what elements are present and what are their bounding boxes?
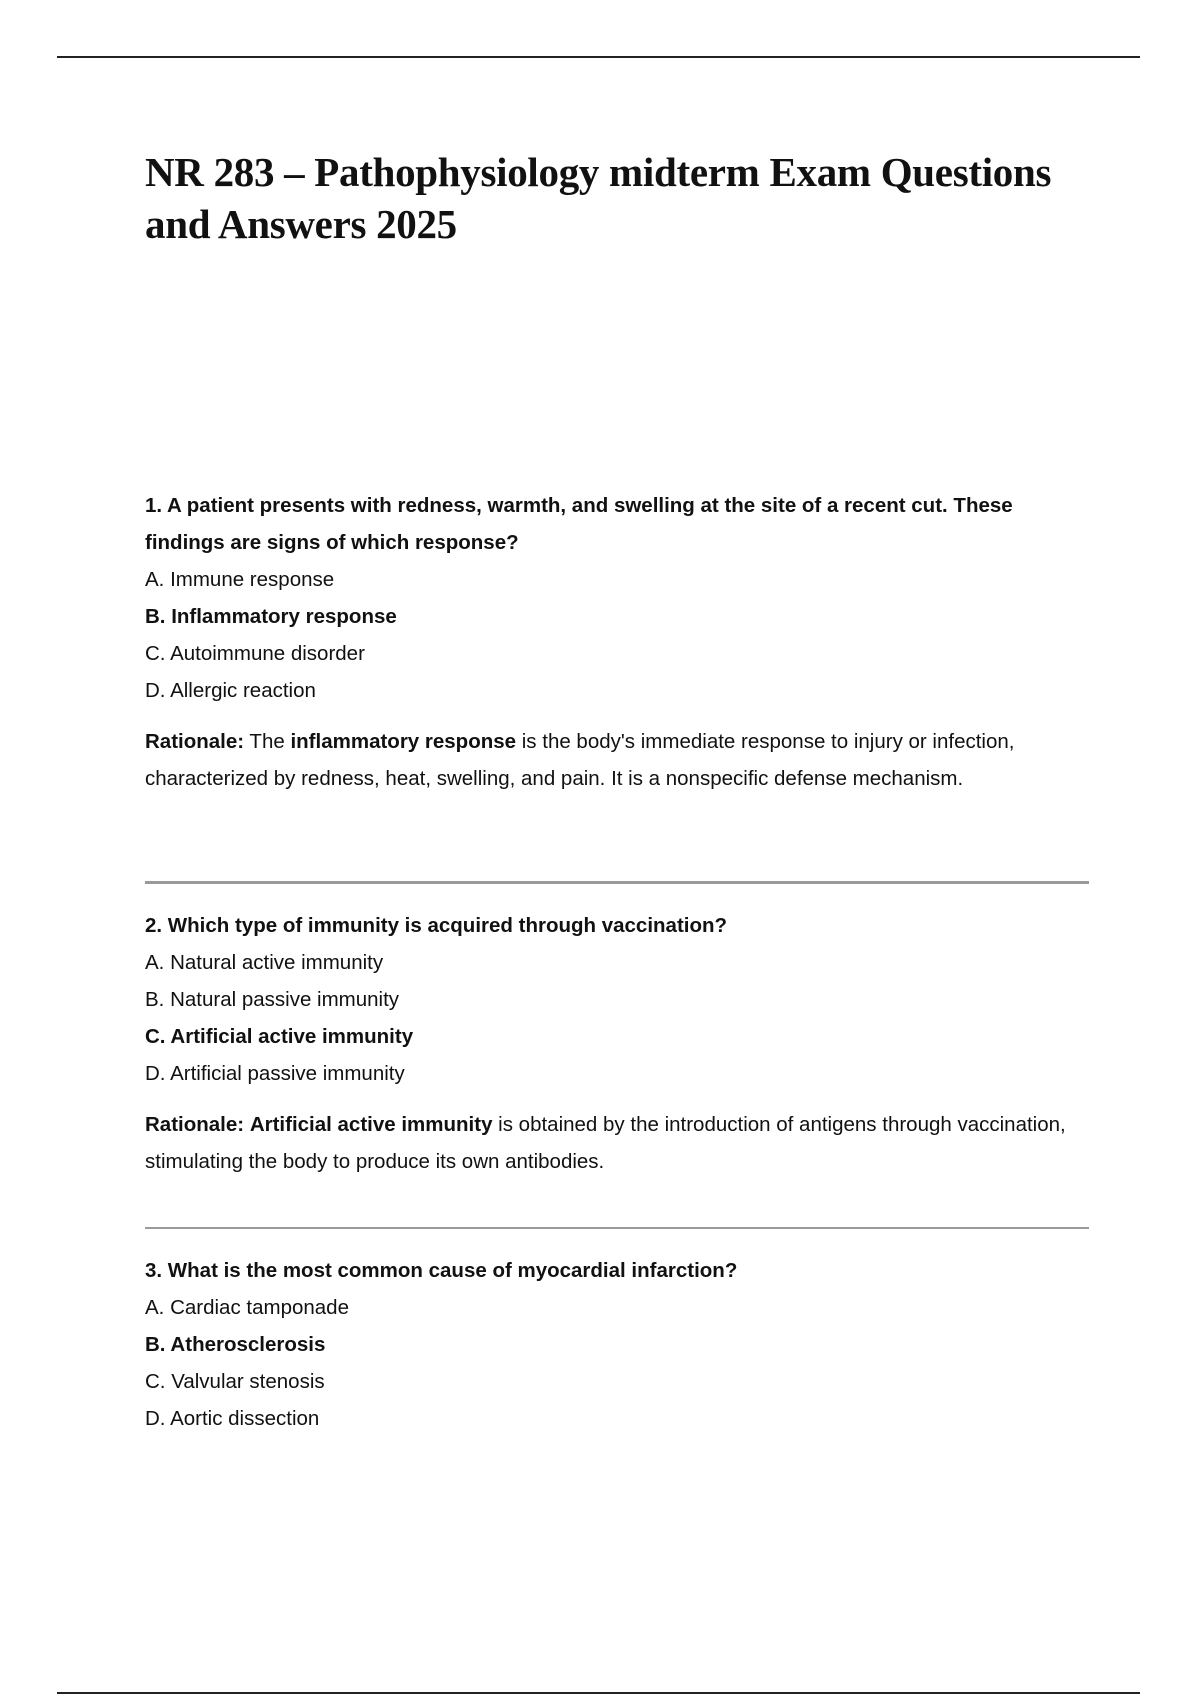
rationale-label: Rationale: <box>145 1113 245 1136</box>
option-a: A. Cardiac tamponade <box>145 1296 349 1319</box>
rationale-text: is obtained by the introduction of antigens through vaccination, stimulating the body to produce its own antibodies. <box>145 1113 1066 1173</box>
rationale-pre: The <box>244 730 291 753</box>
option-d: D. Allergic reaction <box>145 679 316 702</box>
footer-rule <box>57 1692 1140 1694</box>
document-title: NR 283 – Pathophysiology midterm Exam Questions and Answers 2025 <box>145 149 1052 247</box>
question-1 <box>145 487 1090 797</box>
rationale-key-term: inflammatory response <box>290 730 517 753</box>
question-text: 1. A patient presents with redness, warmth, and swelling at the site of a recent cut. These findings are signs of which response? <box>145 494 1013 554</box>
option-b: B. Natural passive immunity <box>145 988 400 1011</box>
header-rule <box>57 56 1140 58</box>
option-a: A. Immune response <box>145 568 335 591</box>
rationale-label: Rationale: <box>145 730 245 753</box>
option-c: C. Autoimmune disorder <box>145 642 365 665</box>
question-3 <box>145 1252 1090 1437</box>
question-separator <box>145 1227 1089 1229</box>
option-c-correct: C. Artificial active immunity <box>145 1025 414 1048</box>
option-d: D. Aortic dissection <box>145 1407 320 1430</box>
rationale-key-term: Artificial active immunity <box>249 1113 493 1136</box>
question-2 <box>145 907 1090 1180</box>
option-d: D. Artificial passive immunity <box>145 1062 405 1085</box>
rationale <box>145 723 1090 797</box>
rationale-text: is the body's immediate response to injury or infection, characterized by redness, heat, swelling, and pain. It is a nonspecific defense mechanism. <box>145 730 1015 790</box>
question-text: 3. What is the most common cause of myocardial infarction? <box>145 1259 738 1282</box>
option-b-correct: B. Atherosclerosis <box>145 1333 326 1356</box>
option-c: C. Valvular stenosis <box>145 1370 325 1393</box>
option-a: A. Natural active immunity <box>145 951 384 974</box>
option-b-correct: B. Inflammatory response <box>145 605 397 628</box>
question-text: 2. Which type of immunity is acquired through vaccination? <box>145 914 728 937</box>
question-separator <box>145 881 1089 884</box>
rationale <box>145 1106 1090 1180</box>
